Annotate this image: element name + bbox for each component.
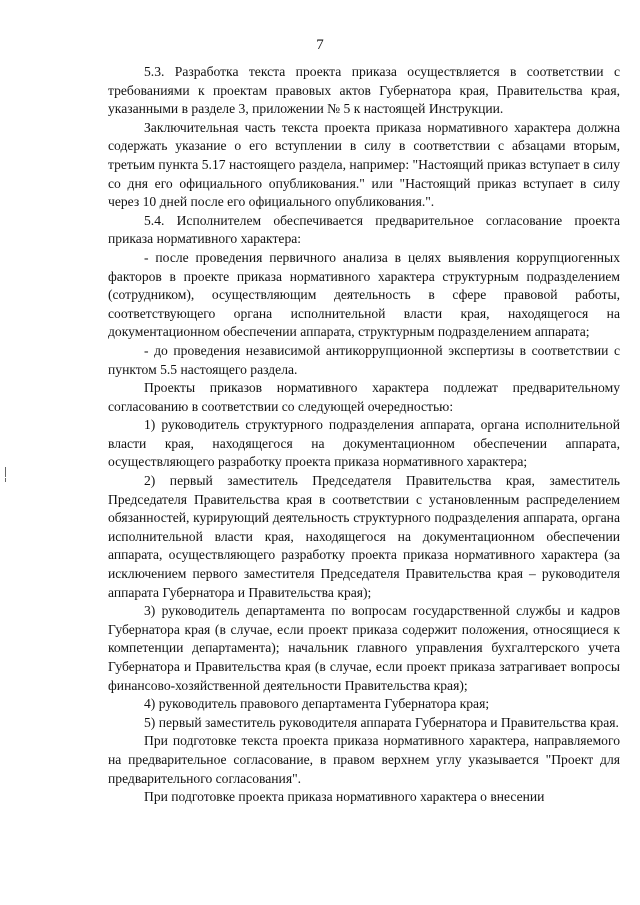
paragraph: При подготовке проекта приказа нормативного характера о внесении	[144, 789, 545, 805]
paragraph: Заключительная часть текста проекта приказа нормативного характера должна содержать указание о его вступлении в силу в соответствии с абзацами вторым, третьим пункта 5.17 настоящего раздела, например: "Настоящий приказ вступает в силу со дня его официального опубликования." или "Настоящий приказ вступает в силу через 10 дней после его официального опубликования.".	[108, 119, 620, 210]
paragraph: Проекты приказов нормативного характера подлежат предварительному согласованию в соответствии со следующей очередностью:	[108, 380, 620, 414]
paragraph: 5.3. Разработка текста проекта приказа осуществляется в соответствии с требованиями к проектам правовых актов Губернатора края, Правительства края, указанными в разделе 3, приложении № 5 к настоящей Инструкции.	[108, 64, 620, 117]
scan-mark	[5, 478, 6, 482]
paragraph: - до проведения независимой антикоррупционной экспертизы в соответствии с пунктом 5.5 настоящего раздела.	[108, 342, 620, 377]
paragraph: 5) первый заместитель руководителя аппарата Губернатора и Правительства края.	[144, 714, 619, 730]
paragraph: 3) руководитель департамента по вопросам государственной службы и кадров Губернатора края (в случае, если проект приказа содержит положения, относящиеся к компетенции департамента); начальник главного управления бухгалтерского учета Губернатора и Правительства края (в случае, если проект приказа затрагивает вопросы финансово-хозяйственной деятельности Правительства края);	[108, 603, 620, 693]
document-body	[108, 63, 620, 807]
paragraph: 2) первый заместитель Председателя Правительства края, заместитель Председателя Правительства края в соответствии с установленным распределением обязанностей, курирующий деятельность структурного подразделения аппарата, органа исполнительной власти края, находящегося на документационном обеспечении аппарата, осуществляющего разработку проекта приказа нормативного характера (за исключением первого заместителя Председателя Правительства края – руководителя аппарата Губернатора и Правительства края);	[108, 473, 620, 600]
paragraph: 1) руководитель структурного подразделения аппарата, органа исполнительной власти края, находящегося на документационном обеспечении аппарата, осуществляющего разработку проекта приказа нормативного характера;	[108, 417, 620, 470]
paragraph: 4) руководитель правового департамента Губернатора края;	[144, 696, 490, 712]
scan-mark	[5, 467, 6, 477]
paragraph: - после проведения первичного анализа в целях выявления коррупциогенных факторов в проекте приказа нормативного характера структурным подразделением (сотрудником), осуществляющим деятельность в сфере правовой работы, соответствующего органа исполнительной власти края, находящегося на документационном обеспечении аппарата, структурным подразделением аппарата;	[108, 249, 620, 340]
page-number: 7	[316, 37, 324, 53]
paragraph: При подготовке текста проекта приказа нормативного характера, направляемого на предварительное согласование, в правом верхнем углу указывается "Проект для предварительного согласования".	[108, 733, 620, 786]
paragraph: 5.4. Исполнителем обеспечивается предварительное согласование проекта приказа нормативного характера:	[108, 212, 620, 247]
